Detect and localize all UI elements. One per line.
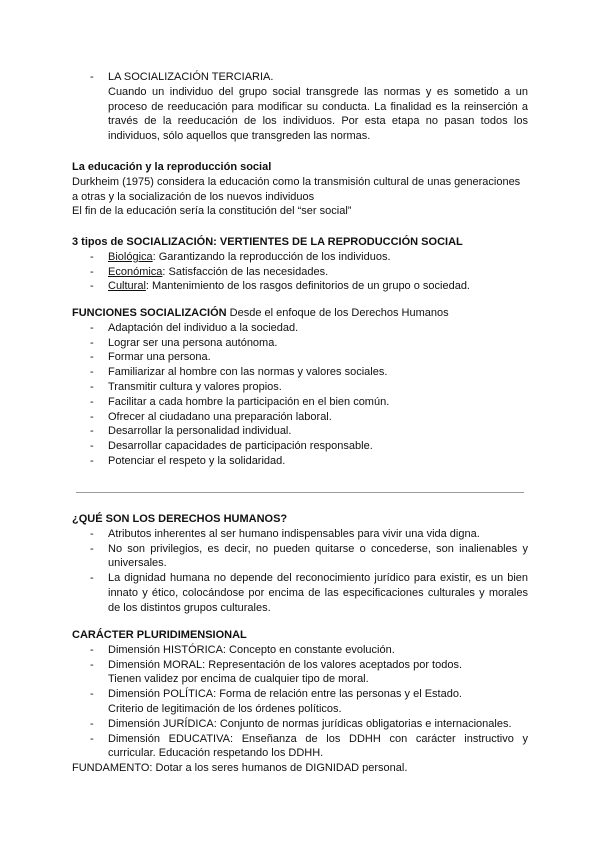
section-funciones — [72, 306, 528, 469]
list-item: - Potenciar el respeto y la solidaridad. — [72, 454, 528, 469]
section-caracter-pluridimensional — [72, 628, 528, 776]
list-item: - Facilitar a cada hombre la participación en el bien común. — [72, 395, 528, 410]
section-tipos-socializacion — [72, 235, 528, 294]
dimension-line: - Dimensión POLÍTICA: Forma de relación entre las personas y el Estado. — [108, 688, 462, 701]
horizontal-divider — [76, 492, 524, 493]
tipo-desc: : Garantizando la reproducción de los individuos. — [152, 250, 391, 263]
educacion-heading: La educación y la reproducción social — [72, 161, 272, 173]
ddhh-heading: ¿QUÉ SON LOS DERECHOS HUMANOS? — [72, 513, 288, 525]
caracter-heading: CARÁCTER PLURIDIMENSIONAL — [72, 629, 247, 641]
dimension-line: - Dimensión EDUCATIVA: Enseñanza de los DDHH con carácter instructivo y curricular. Educación respetando los DDHH. — [108, 732, 528, 760]
section-socializacion-terciaria — [72, 70, 528, 144]
list-item — [72, 717, 528, 732]
funciones-subtitle: Desde el enfoque de los Derechos Humanos — [226, 307, 449, 319]
list-item: - No son privilegios, es decir, no pueden quitarse o concederse, son inalienables y universales. — [72, 542, 528, 572]
dimension-line: - Dimensión MORAL: Representación de los valores aceptados por todos. — [108, 658, 463, 671]
list-item: - Lograr ser una persona autónoma. — [72, 336, 528, 351]
dimension-line: - Dimensión JURÍDICA: Conjunto de normas jurídicas obligatorias e internacionales. — [108, 717, 512, 730]
educacion-paragraph-1: Durkheim (1975) considera la educación como la transmisión cultural de unas generaciones a otras y la socialización de los nuevos individuos — [72, 175, 521, 203]
terciaria-text: Cuando un individuo del grupo social transgrede las normas y es sometido a un proceso de reeducación para modificar su conducta. La finalidad es la reinserción a través de la reeducación de los individuos. Por esta etapa no pasan todos los individuos, sólo aquellos que transgreden las normas. — [108, 85, 528, 143]
list-item: - Ofrecer al ciudadano una preparación laboral. — [72, 410, 528, 425]
list-item — [72, 732, 528, 762]
list-item — [72, 687, 528, 717]
tipo-desc: : Satisfacción de las necesidades. — [162, 265, 329, 278]
list-item — [72, 250, 528, 265]
list-item — [72, 643, 528, 658]
tipos-list — [72, 250, 528, 294]
ddhh-list — [72, 527, 528, 616]
tipos-heading: 3 tipos de SOCIALIZACIÓN: VERTIENTES DE LA REPRODUCCIÓN SOCIAL — [72, 236, 463, 248]
funciones-heading — [72, 306, 528, 321]
tipo-desc: : Mantenimiento de los rasgos definitorios de un grupo o sociedad. — [145, 280, 470, 293]
list-item: - Familiarizar al hombre con las normas y valores sociales. — [72, 365, 528, 380]
list-item — [72, 658, 528, 688]
list-item: - Atributos inherentes al ser humano indispensables para vivir una vida digna. — [72, 527, 528, 542]
dimension-line: - Dimensión HISTÓRICA: Concepto en constante evolución. — [108, 643, 395, 656]
list-item: - Desarrollar capacidades de participación responsable. — [72, 439, 528, 454]
section-derechos-humanos — [72, 512, 528, 616]
tipo-term: Económica — [108, 265, 163, 278]
dimension-subline: Criterio de legitimación de los órdenes políticos. — [108, 702, 342, 715]
list-item — [72, 265, 528, 280]
fundamento-line: FUNDAMENTO: Dotar a los seres humanos de DIGNIDAD personal. — [72, 762, 408, 775]
tipo-term: Biológica — [108, 250, 153, 263]
tipo-term: Cultural — [108, 280, 146, 293]
terciaria-title: - LA SOCIALIZACIÓN TERCIARIA. — [108, 71, 274, 83]
terciaria-list — [72, 70, 528, 144]
funciones-title: FUNCIONES SOCIALIZACIÓN — [72, 307, 227, 319]
caracter-list — [72, 643, 528, 761]
list-item: - Transmitir cultura y valores propios. — [72, 380, 528, 395]
list-item: - La dignidad humana no depende del reconocimiento jurídico para existir, es un bien innato y ético, colocándose por encima de las especificaciones culturales y morales de los distintos grupos culturales. — [72, 571, 528, 615]
funciones-list — [72, 321, 528, 469]
list-item: - Desarrollar la personalidad individual. — [72, 424, 528, 439]
educacion-paragraph-2: El fin de la educación sería la constitución del “ser social” — [72, 205, 352, 218]
section-educacion — [72, 160, 528, 219]
terciaria-item — [72, 70, 528, 144]
dimension-subline: Tienen validez por encima de cualquier tipo de moral. — [108, 673, 369, 686]
list-item: - Adaptación del individuo a la sociedad. — [72, 321, 528, 336]
list-item — [72, 279, 528, 294]
list-item: - Formar una persona. — [72, 350, 528, 365]
